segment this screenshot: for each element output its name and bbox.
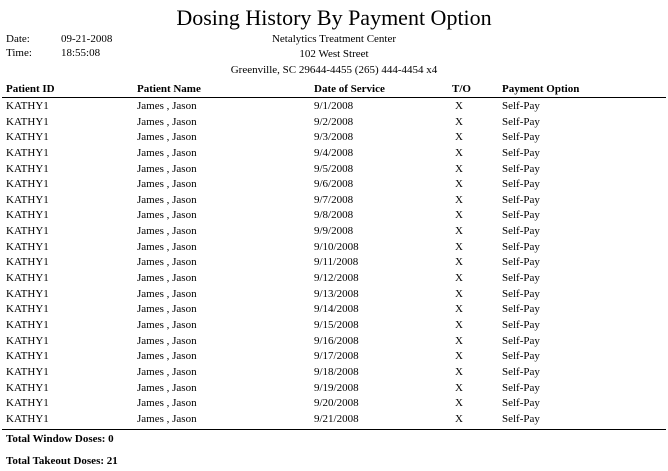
date-of-service-cell: 9/2/2008 — [314, 115, 354, 128]
payment-option-cell: Self-Pay — [502, 350, 540, 363]
takeout-cell: X — [455, 412, 463, 425]
table-row — [0, 177, 668, 193]
date-of-service-cell: 9/15/2008 — [314, 318, 359, 331]
table-row — [0, 146, 668, 162]
patient-id-cell: KATHY1 — [6, 209, 49, 222]
dosing-table-body — [0, 99, 668, 427]
table-row — [0, 240, 668, 256]
payment-option-cell: Self-Pay — [502, 240, 540, 253]
date-of-service-cell: 9/8/2008 — [314, 209, 354, 222]
patient-name-cell: James , Jason — [137, 287, 197, 300]
time-label: Time: — [6, 47, 32, 59]
payment-option-cell: Self-Pay — [502, 146, 540, 159]
table-row — [0, 208, 668, 224]
patient-id-cell: KATHY1 — [6, 365, 49, 378]
table-row — [0, 115, 668, 131]
patient-id-cell: KATHY1 — [6, 162, 49, 175]
date-of-service-cell: 9/4/2008 — [314, 146, 354, 159]
payment-option-cell: Self-Pay — [502, 412, 540, 425]
table-row — [0, 365, 668, 381]
date-of-service-cell: 9/21/2008 — [314, 412, 359, 425]
patient-id-cell: KATHY1 — [6, 146, 49, 159]
takeout-cell: X — [455, 365, 463, 378]
patient-id-cell: KATHY1 — [6, 178, 49, 191]
date-of-service-cell: 9/3/2008 — [314, 131, 354, 144]
takeout-cell: X — [455, 303, 463, 316]
payment-option-cell: Self-Pay — [502, 381, 540, 394]
takeout-cell: X — [455, 131, 463, 144]
payment-option-cell: Self-Pay — [502, 303, 540, 316]
date-of-service-cell: 9/10/2008 — [314, 240, 359, 253]
patient-name-cell: James , Jason — [137, 318, 197, 331]
payment-option-cell: Self-Pay — [502, 178, 540, 191]
patient-name-cell: James , Jason — [137, 272, 197, 285]
header-divider — [2, 97, 666, 98]
date-of-service-cell: 9/7/2008 — [314, 193, 354, 206]
date-of-service-cell: 9/17/2008 — [314, 350, 359, 363]
center-city-phone: Greenville, SC 29644-4455 (265) 444-4454 x4 — [230, 64, 438, 76]
patient-id-cell: KATHY1 — [6, 225, 49, 238]
table-row — [0, 349, 668, 365]
table-row — [0, 224, 668, 240]
patient-id-cell: KATHY1 — [6, 318, 49, 331]
time-value: 18:55:08 — [61, 47, 101, 59]
payment-option-cell: Self-Pay — [502, 287, 540, 300]
takeout-cell: X — [455, 115, 463, 128]
patient-id-cell: KATHY1 — [6, 381, 49, 394]
patient-id-cell: KATHY1 — [6, 412, 49, 425]
takeout-cell: X — [455, 162, 463, 175]
column-header-patient-name: Patient Name — [137, 83, 201, 95]
table-row — [0, 255, 668, 271]
patient-id-cell: KATHY1 — [6, 287, 49, 300]
payment-option-cell: Self-Pay — [502, 256, 540, 269]
takeout-cell: X — [455, 350, 463, 363]
takeout-cell: X — [455, 146, 463, 159]
table-row — [0, 318, 668, 334]
patient-id-cell: KATHY1 — [6, 256, 49, 269]
table-row — [0, 396, 668, 412]
payment-option-cell: Self-Pay — [502, 115, 540, 128]
patient-id-cell: KATHY1 — [6, 240, 49, 253]
patient-id-cell: KATHY1 — [6, 303, 49, 316]
payment-option-cell: Self-Pay — [502, 209, 540, 222]
payment-option-cell: Self-Pay — [502, 365, 540, 378]
report-title: Dosing History By Payment Option — [176, 5, 492, 30]
payment-option-cell: Self-Pay — [502, 100, 540, 112]
payment-option-cell: Self-Pay — [502, 225, 540, 238]
column-header-date-of-service: Date of Service — [314, 83, 385, 95]
patient-name-cell: James , Jason — [137, 412, 197, 425]
date-of-service-cell: 9/14/2008 — [314, 303, 359, 316]
total-window-doses: Total Window Doses: 0 — [6, 433, 114, 445]
total-takeout-doses: Total Takeout Doses: 21 — [6, 455, 118, 467]
column-header-patient-id: Patient ID — [6, 83, 55, 95]
takeout-cell: X — [455, 318, 463, 331]
patient-name-cell: James , Jason — [137, 178, 197, 191]
takeout-cell: X — [455, 381, 463, 394]
table-row — [0, 287, 668, 303]
takeout-cell: X — [455, 287, 463, 300]
patient-id-cell: KATHY1 — [6, 334, 49, 347]
table-row — [0, 130, 668, 146]
patient-id-cell: KATHY1 — [6, 100, 49, 112]
table-row — [0, 381, 668, 397]
patient-name-cell: James , Jason — [137, 397, 197, 410]
date-of-service-cell: 9/5/2008 — [314, 162, 354, 175]
table-row — [0, 162, 668, 178]
patient-name-cell: James , Jason — [137, 303, 197, 316]
payment-option-cell: Self-Pay — [502, 193, 540, 206]
takeout-cell: X — [455, 334, 463, 347]
patient-name-cell: James , Jason — [137, 381, 197, 394]
patient-name-cell: James , Jason — [137, 115, 197, 128]
patient-name-cell: James , Jason — [137, 334, 197, 347]
date-of-service-cell: 9/16/2008 — [314, 334, 359, 347]
patient-id-cell: KATHY1 — [6, 350, 49, 363]
patient-name-cell: James , Jason — [137, 209, 197, 222]
payment-option-cell: Self-Pay — [502, 397, 540, 410]
patient-name-cell: James , Jason — [137, 162, 197, 175]
patient-id-cell: KATHY1 — [6, 272, 49, 285]
takeout-cell: X — [455, 178, 463, 191]
takeout-cell: X — [455, 272, 463, 285]
date-of-service-cell: 9/6/2008 — [314, 178, 354, 191]
patient-name-cell: James , Jason — [137, 131, 197, 144]
date-of-service-cell: 9/20/2008 — [314, 397, 359, 410]
table-row — [0, 412, 668, 428]
date-of-service-cell: 9/19/2008 — [314, 381, 359, 394]
takeout-cell: X — [455, 256, 463, 269]
patient-name-cell: James , Jason — [137, 146, 197, 159]
column-header-to: T/O — [452, 83, 471, 95]
payment-option-cell: Self-Pay — [502, 162, 540, 175]
patient-name-cell: James , Jason — [137, 225, 197, 238]
date-of-service-cell: 9/12/2008 — [314, 272, 359, 285]
table-row — [0, 271, 668, 287]
patient-id-cell: KATHY1 — [6, 397, 49, 410]
column-header-payment-option: Payment Option — [502, 83, 580, 95]
center-name: Netalytics Treatment Center — [271, 33, 397, 45]
patient-id-cell: KATHY1 — [6, 131, 49, 144]
patient-name-cell: James , Jason — [137, 350, 197, 363]
patient-id-cell: KATHY1 — [6, 193, 49, 206]
takeout-cell: X — [455, 225, 463, 238]
date-label: Date: — [6, 33, 30, 45]
date-of-service-cell: 9/11/2008 — [314, 256, 359, 269]
takeout-cell: X — [455, 193, 463, 206]
patient-name-cell: James , Jason — [137, 193, 197, 206]
patient-name-cell: James , Jason — [137, 365, 197, 378]
table-row — [0, 193, 668, 209]
date-value: 09-21-2008 — [61, 33, 113, 45]
payment-option-cell: Self-Pay — [502, 272, 540, 285]
takeout-cell: X — [455, 240, 463, 253]
table-row — [0, 99, 668, 115]
patient-name-cell: James , Jason — [137, 256, 197, 269]
patient-name-cell: James , Jason — [137, 240, 197, 253]
table-row — [0, 302, 668, 318]
table-row — [0, 334, 668, 350]
takeout-cell: X — [455, 397, 463, 410]
date-of-service-cell: 9/1/2008 — [314, 100, 354, 112]
patient-name-cell: James , Jason — [137, 100, 197, 112]
date-of-service-cell: 9/9/2008 — [314, 225, 354, 238]
patient-id-cell: KATHY1 — [6, 115, 49, 128]
date-of-service-cell: 9/18/2008 — [314, 365, 359, 378]
totals-divider — [2, 429, 666, 430]
date-of-service-cell: 9/13/2008 — [314, 287, 359, 300]
takeout-cell: X — [455, 209, 463, 222]
center-street: 102 West Street — [299, 48, 369, 60]
payment-option-cell: Self-Pay — [502, 131, 540, 144]
takeout-cell: X — [455, 100, 463, 112]
payment-option-cell: Self-Pay — [502, 318, 540, 331]
payment-option-cell: Self-Pay — [502, 334, 540, 347]
